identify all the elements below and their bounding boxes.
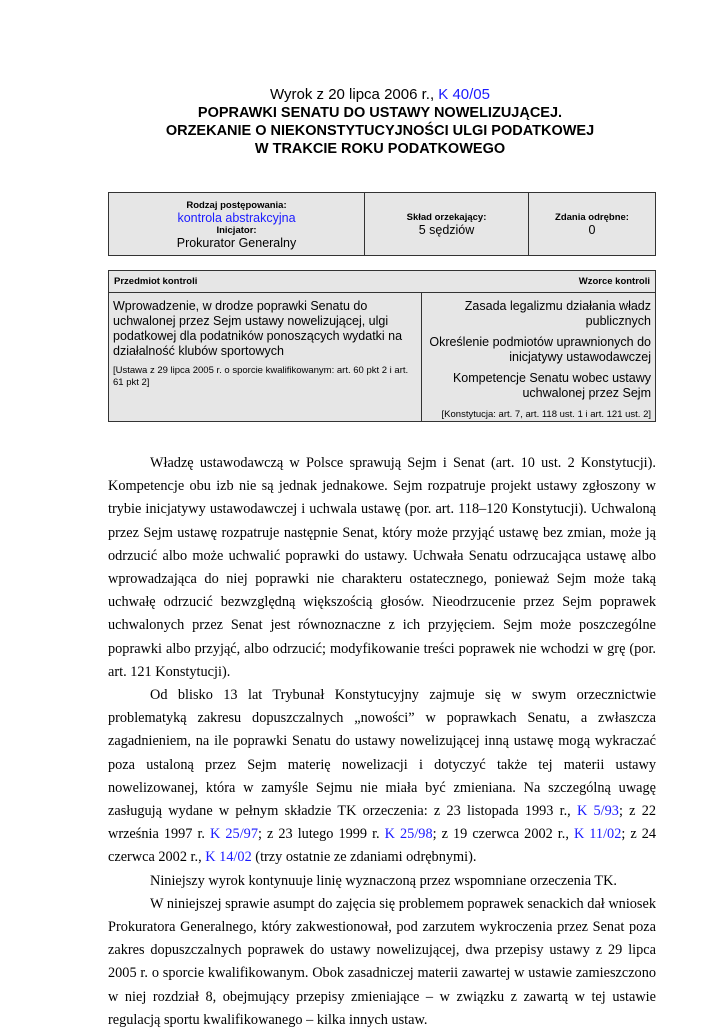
control-table-header	[109, 271, 655, 293]
control-table	[108, 270, 656, 422]
subject-reference: [Ustawa z 29 lipca 2005 r. o sporcie kwalifikowanym: art. 60 pkt 2 i art. 61 pkt 2]	[113, 365, 409, 388]
dissent-label: Zdania odrębne:	[555, 212, 629, 223]
bench-label: Skład orzekający:	[406, 212, 487, 223]
pattern-item: Zasada legalizmu działania władz publicznych	[464, 299, 651, 328]
dissent-cell	[529, 193, 655, 255]
case-reference-link[interactable]: K 40/05	[438, 86, 490, 103]
judgment-title	[100, 86, 660, 104]
subject-header: Przedmiot kontroli	[114, 276, 198, 287]
paragraph-text: ; z 22 września 1997 r.	[108, 803, 656, 843]
pattern-item: Określenie podmiotów uprawnionych do inicjatywy ustawodawczej	[429, 335, 651, 364]
bench-cell	[365, 193, 529, 255]
heading-line-1: POPRAWKI SENATU DO USTAWY NOWELIZUJĄCEJ.	[197, 105, 563, 121]
patterns-reference: [Konstytucja: art. 7, art. 118 ust. 1 i art. 121 ust. 2]	[441, 409, 651, 420]
document-header	[100, 86, 660, 158]
control-table-body	[109, 293, 655, 421]
proceedings-type-cell	[109, 193, 365, 255]
paragraph-2	[108, 684, 656, 870]
paragraph-text: (trzy ostatnie ze zdaniami odrębnymi).	[251, 849, 477, 866]
subject-cell	[109, 293, 422, 421]
bench-value: 5 sędziów	[418, 223, 475, 237]
heading-line-2: ORZEKANIE O NIEKONSTYTUCYJNOŚCI ULGI PODATKOWEJ	[165, 123, 595, 139]
paragraph-4: W niniejszej sprawie asumpt do zajęcia się problemem poprawek senackich dał wniosek Prokuratora Generalnego, który zakwestionował, pod zarzutem wykroczenia przez Senat poza zakres dopuszczalnych poprawek do ustawy nowelizującej, dwa przepisy ustawy z 29 lipca 2005 r. o sporcie kwalifikowanym. Obok zasadniczej materii zawartej w ustawie zamieszczono w niej rozdział 8, obejmujący przepisy zmieniające – w związku z zawartą w tej ustawie regulacją sportu kwalifikowanego – kilka innych ustaw.	[108, 895, 656, 1028]
heading-line-3: W TRAKCIE ROKU PODATKOWEGO	[254, 141, 506, 157]
case-link-k5-93[interactable]: K 5/93	[576, 803, 619, 820]
judgment-body	[108, 452, 656, 1032]
paragraph-text: ; z 24 czerwca 2002 r.,	[108, 826, 657, 866]
paragraph-text: ; z 19 czerwca 2002 r.,	[432, 826, 574, 843]
paragraph-3: Niniejszy wyrok kontynuuje linię wyznaczoną przez wspomniane orzeczenia TK.	[150, 872, 617, 889]
dissent-value: 0	[588, 223, 596, 237]
case-link-k11-02[interactable]: K 11/02	[573, 826, 622, 843]
patterns-header: Wzorce kontroli	[578, 276, 650, 287]
case-link-k14-02[interactable]: K 14/02	[205, 849, 252, 866]
paragraph-text: ; z 23 lutego 1999 r.	[257, 826, 385, 843]
judgment-date: Wyrok z 20 lipca 2006 r.,	[270, 86, 439, 103]
initiator-value: Prokurator Generalny	[176, 236, 297, 250]
paragraph-text: Od blisko 13 lat Trybunał Konstytucyjny zajmuje się w swym orzecznictwie problematyką zakresu dopuszczalnych „nowości” w poprawkach Senatu, a zwłaszcza zagadnieniem, na ile poprawki Senatu do ustawy nowelizującej inną ustawę mogą wykraczać poza ustaloną przez Sejm materię nowelizacji i dotyczyć także tej materii ustawy nowelizowanej, która w zamyśle Sejmu nie miała być zmieniana. Na szczególną uwagę zasługują wydane w pełnym składzie TK orzeczenia: z 23 listopada 1993 r.,	[108, 687, 656, 820]
initiator-label: Inicjator:	[216, 225, 257, 236]
case-link-k25-98[interactable]: K 25/98	[384, 826, 433, 843]
case-link-k25-97[interactable]: K 25/97	[210, 826, 258, 843]
proceedings-type-label: Rodzaj postępowania:	[186, 200, 287, 211]
proceedings-table	[108, 192, 656, 256]
paragraph-1: Władzę ustawodawczą w Polsce sprawują Sejm i Senat (art. 10 ust. 2 Konstytucji). Kompetencje obu izb nie są jednak jednakowe. Sejm rozpatruje projekt ustawy zgłoszony w trybie inicjatywy ustawodawczej i uchwala ustawę (por. art. 118–120 Konstytucji). Uchwaloną przez Sejm ustawę rozpatruje następnie Senat, który może przyjąć ustawę bez zmian, może ją odrzucić albo może uchwalić poprawki do ustawy. Uchwała Senatu odrzucająca ustawę albo wprowadzająca do niej poprawki nie charakteru ostatecznego, ponieważ Sejm może taką uchwałę odrzucić bezwzględną większością głosów. Nieodrzucenie przez Sejm poprawek uchwalonych przez Senat jest równoznaczne z ich przyjęciem. Sejm może poszczególne poprawki albo przyjąć, albo odrzucić; modyfikowanie treści poprawek nie wchodzi w grę (por. art. 121 Konstytucji).	[108, 455, 656, 680]
subject-text: Wprowadzenie, w drodze poprawki Senatu do uchwalonej przez Sejm ustawy nowelizującej, ulgi podatkowej dla podatników ponoszących wydatki na działalność klubów sportowych	[113, 299, 403, 358]
patterns-cell	[422, 293, 655, 421]
pattern-item: Kompetencje Senatu wobec ustawy uchwalonej przez Sejm	[452, 371, 651, 400]
proceedings-type-link[interactable]: kontrola abstrakcyjna	[177, 211, 296, 225]
